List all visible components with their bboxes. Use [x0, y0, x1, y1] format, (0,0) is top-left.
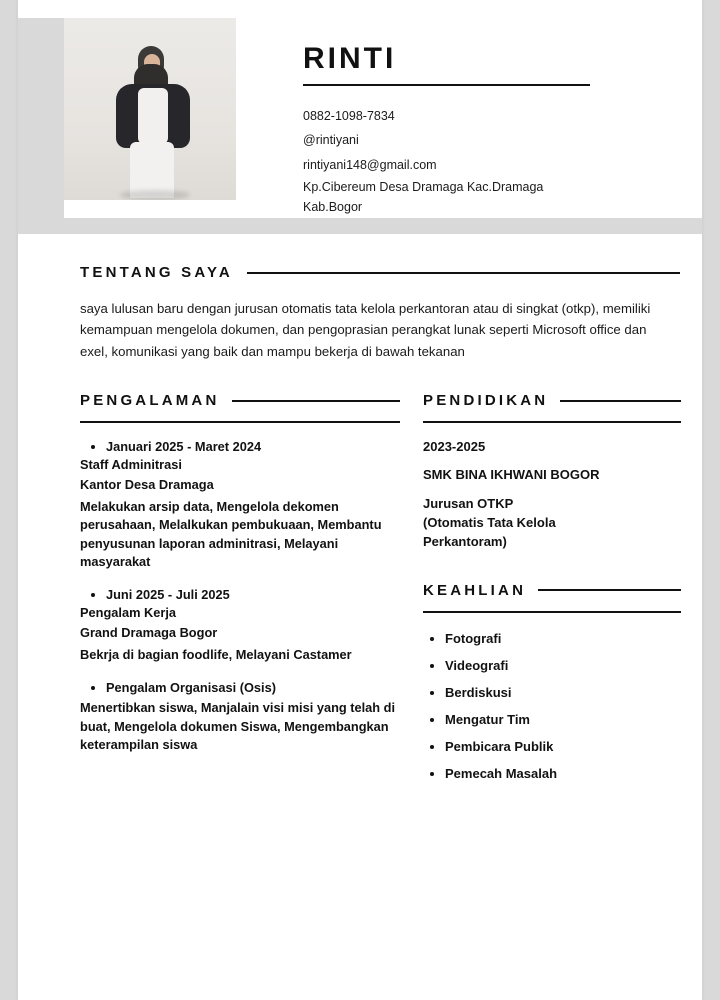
contact-address-line2: Kab.Bogor	[303, 200, 363, 215]
skill-item: • Berdiskusi	[445, 685, 681, 700]
experience-period: • Pengalam Organisasi (Osis)	[106, 680, 400, 695]
education-divider	[423, 421, 681, 423]
name-underline	[303, 84, 590, 86]
about-text: saya lulusan baru dengan jurusan otomatis tata kelola perkantoran atau di singkat (otkp), memiliki kemampuan mengelola dokumen, dan pengoprasian perangkat lunak seperti Microsoft office dan exel, komunikasi yang baik dan mampu bekerja di bawah tekanan	[80, 301, 651, 359]
experience-heading: PENGALAMAN	[80, 392, 220, 409]
experience-role: Pengalam Kerja	[80, 604, 177, 620]
resume-page	[18, 0, 702, 1000]
experience-period-list	[80, 587, 400, 602]
education-school: SMK BINA IKHWANI BOGOR	[423, 467, 600, 482]
experience-period-list	[80, 439, 400, 454]
education-major-line3: Perkantoram)	[423, 533, 507, 549]
experience-period-list	[80, 680, 400, 695]
education-major-line1: Jurusan OTKP	[423, 496, 514, 511]
about-heading-row	[80, 264, 680, 281]
contact-instagram: @rintiyani	[303, 133, 359, 148]
experience-period: • Juni 2025 - Juli 2025	[106, 587, 400, 602]
experience-item	[80, 439, 400, 571]
contact-phone: 0882-1098-7834	[303, 109, 395, 123]
skill-item: • Fotografi	[445, 631, 681, 646]
experience-heading-row	[80, 392, 400, 409]
experience-description: Melakukan arsip data, Mengelola dekomen perusahaan, Melalkukan pembukuaan, Membantu penyusunan laporan adminitrasi, Melayani masyarakat	[80, 499, 382, 569]
photo-person-shadow	[120, 190, 190, 200]
experience-item	[80, 680, 400, 753]
experience-place: Grand Dramaga Bogor	[80, 625, 218, 641]
experience-description: Bekrja di bagian foodlife, Melayani Castamer	[80, 647, 352, 663]
education-heading-rule	[560, 400, 681, 402]
profile-photo	[64, 18, 236, 200]
about-heading-rule	[247, 272, 680, 274]
contact-email: rintiyani148@gmail.com	[303, 157, 437, 172]
contact-block	[303, 104, 653, 217]
photo-person-shirt	[138, 88, 168, 144]
experience-item	[80, 587, 400, 664]
experience-section	[80, 392, 400, 754]
skill-item: • Pembicara Publik	[445, 739, 681, 754]
skill-item: • Pemecah Masalah	[445, 766, 681, 781]
skills-heading-rule	[538, 589, 681, 591]
experience-heading-rule	[232, 400, 401, 402]
education-heading-row	[423, 392, 681, 409]
skills-heading-row	[423, 582, 681, 599]
page-title: RINTI	[303, 42, 397, 75]
experience-place: Kantor Desa Dramaga	[80, 477, 214, 493]
about-section	[80, 264, 680, 362]
experience-divider	[80, 421, 400, 423]
education-major-line2: (Otomatis Tata Kelola	[423, 514, 556, 530]
education-year: 2023-2025	[423, 439, 486, 454]
education-heading: PENDIDIKAN	[423, 392, 549, 409]
contact-address-line1: Kp.Cibereum Desa Dramaga Kac.Dramaga	[303, 180, 544, 195]
header-bottom-strip	[18, 218, 702, 234]
skills-divider	[423, 611, 681, 613]
experience-period: • Januari 2025 - Maret 2024	[106, 439, 400, 454]
education-skills-column	[423, 392, 681, 793]
skills-list	[423, 631, 681, 781]
skills-heading: KEAHLIAN	[423, 581, 527, 599]
about-heading: TENTANG SAYA	[80, 264, 233, 281]
skills-section	[423, 582, 681, 781]
experience-description: Menertibkan siswa, Manjalain visi misi yang telah di buat, Mengelola dokumen Siswa, Mengembangkan keterampilan siswa	[80, 700, 396, 752]
skill-item: • Videografi	[445, 658, 681, 673]
experience-role: Staff Adminitrasi	[80, 457, 182, 472]
header-gray-accent	[18, 18, 64, 218]
skill-item: • Mengatur Tim	[445, 712, 681, 727]
